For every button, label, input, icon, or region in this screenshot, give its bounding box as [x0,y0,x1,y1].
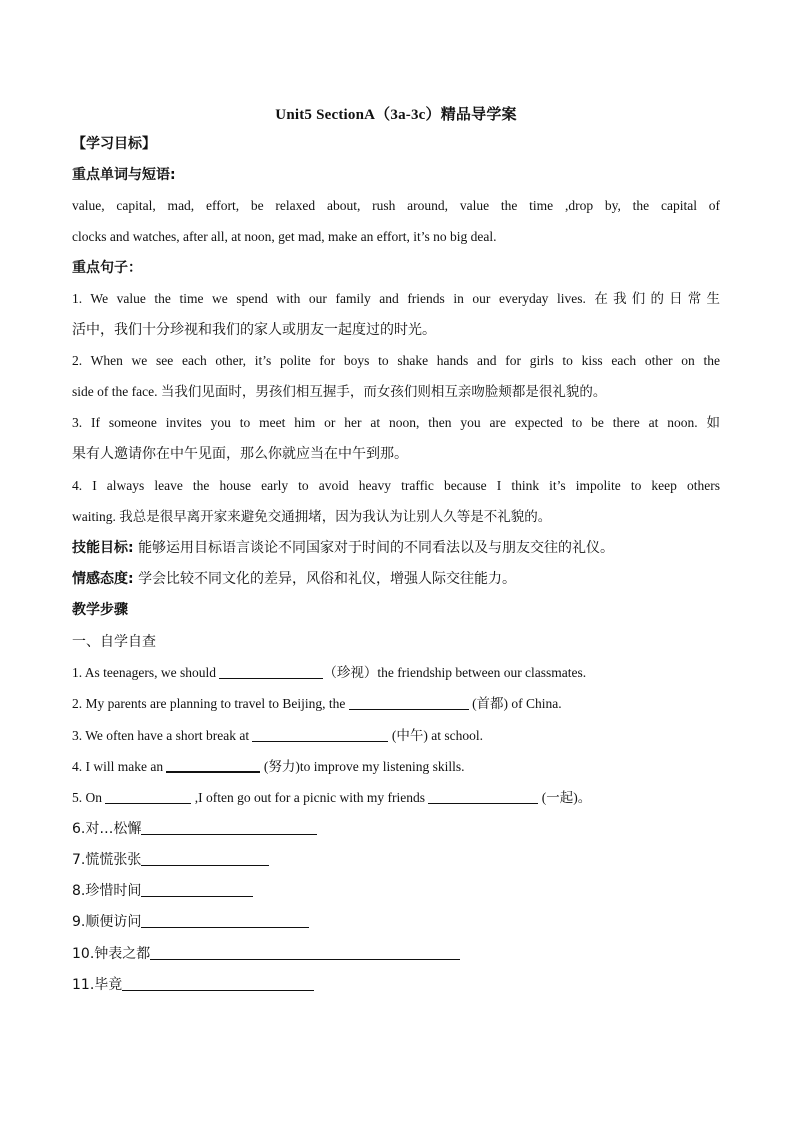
question-4-text-end: (努力)to improve my listening skills. [260,759,465,774]
sentence-1-line-2: 活中，我们十分珍视和我们的家人或朋友一起度过的时光。 [72,322,436,338]
emotion-objective [72,569,720,589]
question-11 [72,975,720,995]
sentence-3-line-1: 3. If someone invites you to meet him or her at noon, then you are expected to be there at noon. 如 [72,415,720,430]
question-1-blank[interactable] [219,664,323,679]
question-6 [72,819,720,839]
vocab-line-2: clocks and watches, after all, at noon, get mad, make an effort, it’s no big deal. [72,229,497,244]
question-9 [72,912,720,932]
question-11-text: 11.毕竟 [72,977,123,993]
question-5-text-end: (一起)。 [538,790,592,805]
sentence-1-line-1: 1. We value the time we spend with our family and friends in our everyday lives. 在我们的日常生 [72,291,720,306]
objectives-header: 【学习目标】 [72,136,156,152]
question-4 [72,757,720,777]
question-10 [72,944,720,964]
question-4-text: 4. I will make an [72,759,167,774]
question-7 [72,850,720,870]
skill-label: 技能目标: [72,540,134,556]
question-5-text-mid: ,I often go out for a picnic with my friends [191,790,429,805]
question-1-text: 1. As teenagers, we should [72,665,220,680]
sentences-header: 重点句子： [72,260,142,276]
question-3-blank[interactable] [252,727,388,742]
question-3-text: 3. We often have a short break at [72,728,253,743]
question-8-text: 8.珍惜时间 [72,883,142,899]
question-2-text-end: (首都) of China. [468,696,562,711]
question-5 [72,788,720,808]
question-5-blank-2[interactable] [428,789,538,804]
question-6-text: 6.对…松懈 [72,821,142,837]
self-check-header: 一、自学自查 [72,634,156,650]
question-7-text: 7.慌慌张张 [72,852,142,868]
sentence-2-line-2: side of the face. 当我们见面时，男孩们相互握手，而女孩们则相互亲吻脸颊都是很礼貌的。 [72,384,607,399]
question-7-blank[interactable] [141,851,269,866]
question-1 [72,663,720,683]
question-10-blank[interactable] [150,945,460,960]
question-11-blank[interactable] [122,976,314,991]
question-2-text: 2. My parents are planning to travel to Beijing, the [72,696,349,711]
question-4-blank[interactable] [166,757,260,773]
question-2 [72,694,720,714]
sentence-4-line-1: 4. I always leave the house early to avoid heavy traffic because I think it’s impolite to keep others [72,478,720,493]
sentence-3-line-2: 果有人邀请你在中午见面，那么你就应当在中午到那。 [72,446,408,462]
question-1-text-end: （珍视）the friendship between our classmates. [323,665,587,680]
question-9-text: 9.顺便访问 [72,914,142,930]
vocab-line-1: value, capital, mad, effort, be relaxed about, rush around, value the time ,drop by, the capital of [72,198,720,213]
question-8-blank[interactable] [141,882,253,897]
question-9-blank[interactable] [141,913,309,928]
steps-header: 教学步骤 [72,602,128,618]
question-3-text-end: (中午) at school. [388,728,483,743]
sentence-4-line-2: waiting. 我总是很早离开家来避免交通拥堵，因为我认为让别人久等是不礼貌的。 [72,509,552,524]
question-10-text: 10.钟表之都 [72,946,151,962]
sentence-2-line-1: 2. When we see each other, it’s polite for boys to shake hands and for girls to kiss each other on the [72,353,720,368]
vocab-header: 重点单词与短语: [72,167,176,183]
page-title: Unit5 SectionA（3a-3c）精品导学案 [275,107,517,123]
question-5-blank-1[interactable] [105,789,191,804]
question-5-text: 5. On [72,790,106,805]
emotion-text: 学会比较不同文化的差异，风俗和礼仪，增强人际交往能力。 [138,571,517,587]
question-2-blank[interactable] [349,695,469,710]
question-3 [72,726,720,746]
question-8 [72,881,720,901]
skill-text: 能够运用目标语言谈论不同国家对于时间的不同看法以及与朋友交往的礼仪。 [138,540,615,556]
skill-objective [72,538,720,558]
question-6-blank[interactable] [141,820,317,835]
emotion-label: 情感态度: [72,571,134,587]
